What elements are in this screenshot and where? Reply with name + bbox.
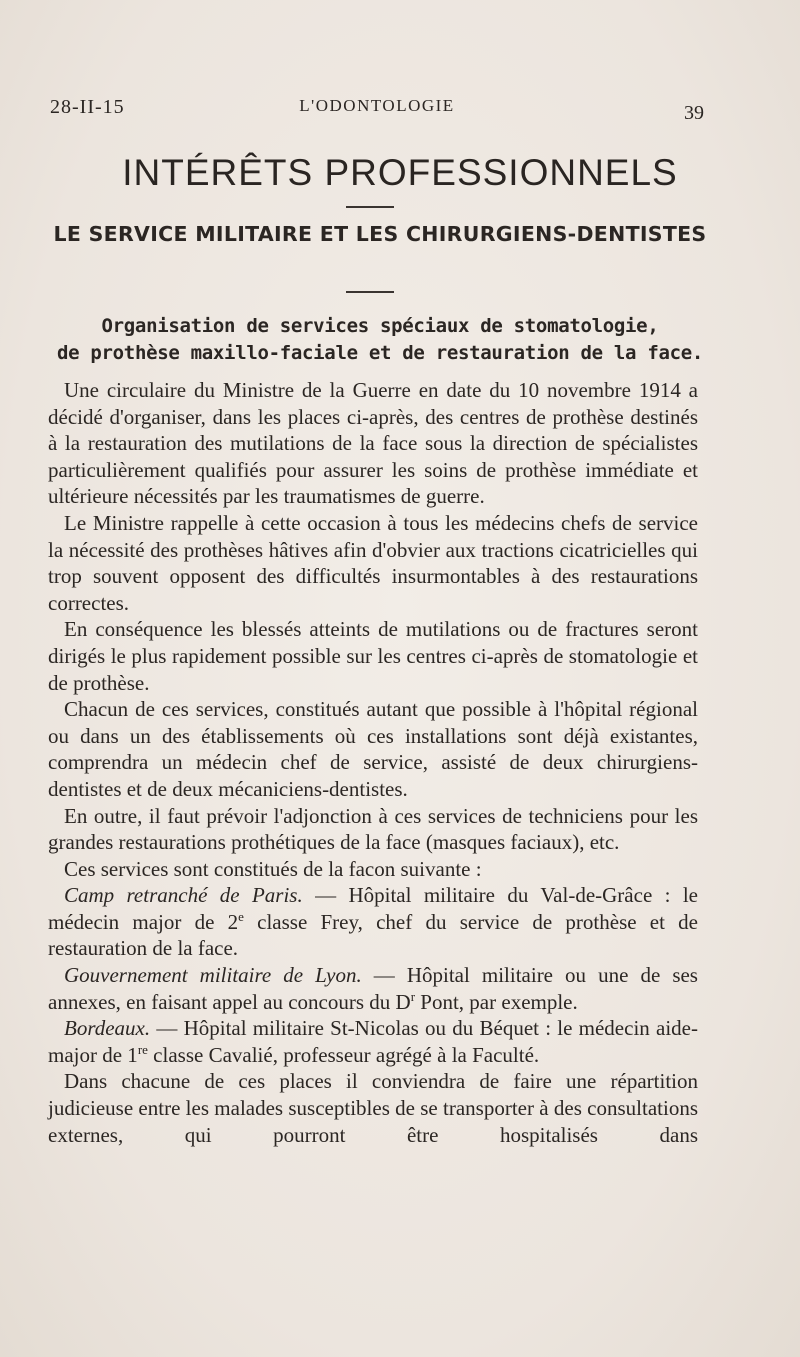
divider-rule: [346, 291, 394, 293]
running-head: [50, 96, 704, 126]
journal-name: L'ODONTOLOGIE: [299, 96, 455, 115]
section-title: INTÉRÊTS PROFESSIONNELS: [122, 152, 678, 193]
service-entry: [48, 962, 698, 1015]
article-subheading: [50, 313, 710, 367]
entry-text: classe Cavalié, professeur agrégé à la Faculté.: [147, 1042, 540, 1067]
paragraph: Chacun de ces services, constitués autant que possible à l'hôpital régional ou dans un des établissements où ces installations sont déjà existantes, comprendra un médecin chef de service, assisté de deux chirurgiens-dentistes et de deux mécaniciens-dentistes.: [48, 697, 698, 801]
entry-text: — Hôpital militaire St-Nicolas ou du Béquet : le médecin aide-major de 1: [48, 1016, 698, 1067]
entry-place: Gouvernement militaire de Lyon.: [64, 963, 362, 988]
entry-text: Pont, par exemple.: [415, 989, 578, 1014]
paragraph: Le Ministre rappelle à cette occasion à tous les médecins chefs de service la nécessité des prothèses hâtives afin d'obvier aux tractions cicatricielles qui trop souvent opposent des difficultés insurmontables à des restaurations correctes.: [48, 510, 698, 615]
divider-rule: [346, 206, 394, 208]
entry-superscript: r: [410, 988, 416, 1004]
subheading-line-1: Organisation de services spéciaux de stomatologie,: [101, 315, 659, 337]
paragraph: En conséquence les blessés atteints de mutilations ou de fractures seront dirigés le plus rapidement possible sur les centres ci-après de stomatologie et de prothèse.: [48, 617, 698, 695]
paragraph: En outre, il faut prévoir l'adjonction à ces services de techniciens pour les grandes restaurations prothétiques de la face (masques faciaux), etc.: [48, 803, 698, 855]
entry-text: — Hôpital militaire ou une de ses annexes, en faisant appel au concours du D: [48, 963, 698, 1014]
entry-place: Bordeaux.: [64, 1016, 151, 1041]
issue-date: 28-II-15: [50, 96, 125, 118]
entry-text: classe Frey, chef du service de prothèse et de restauration de la face.: [48, 909, 699, 961]
paragraph: Une circulaire du Ministre de la Guerre en date du 10 novembre 1914 a décidé d'organiser, dans les places ci-après, des centres de prothèse destinés à la restauration des mutilations de la face sous la direction de spécialistes particulièrement qualifiés pour assurer les soins de prothèse immédiate et ultérieure nécessités par les traumatismes de guerre.: [48, 378, 698, 509]
entry-superscript: e: [238, 908, 244, 924]
article-title: LE SERVICE MILITAIRE ET LES CHIRURGIENS-DENTISTES: [53, 222, 707, 246]
paragraph: Dans chacune de ces places il conviendra de faire une répartition judicieuse entre les malades susceptibles de se transporter à des consultations externes, qui pourront être hospitalisés dans: [48, 1069, 698, 1147]
subheading-line-2: de prothèse maxillo-faciale et de restauration de la face.: [56, 342, 704, 364]
service-entry: [48, 882, 698, 962]
page-number: 39: [684, 102, 704, 124]
entry-place: Camp retranché de Paris.: [64, 883, 303, 908]
article-body: [48, 377, 698, 1148]
paragraph: Ces services sont constitués de la facon suivante :: [64, 856, 482, 881]
entry-text: — Hôpital militaire du Val-de-Grâce : le médecin major de 2: [48, 883, 698, 934]
entry-superscript: re: [137, 1041, 148, 1057]
service-entry: [48, 1015, 698, 1068]
